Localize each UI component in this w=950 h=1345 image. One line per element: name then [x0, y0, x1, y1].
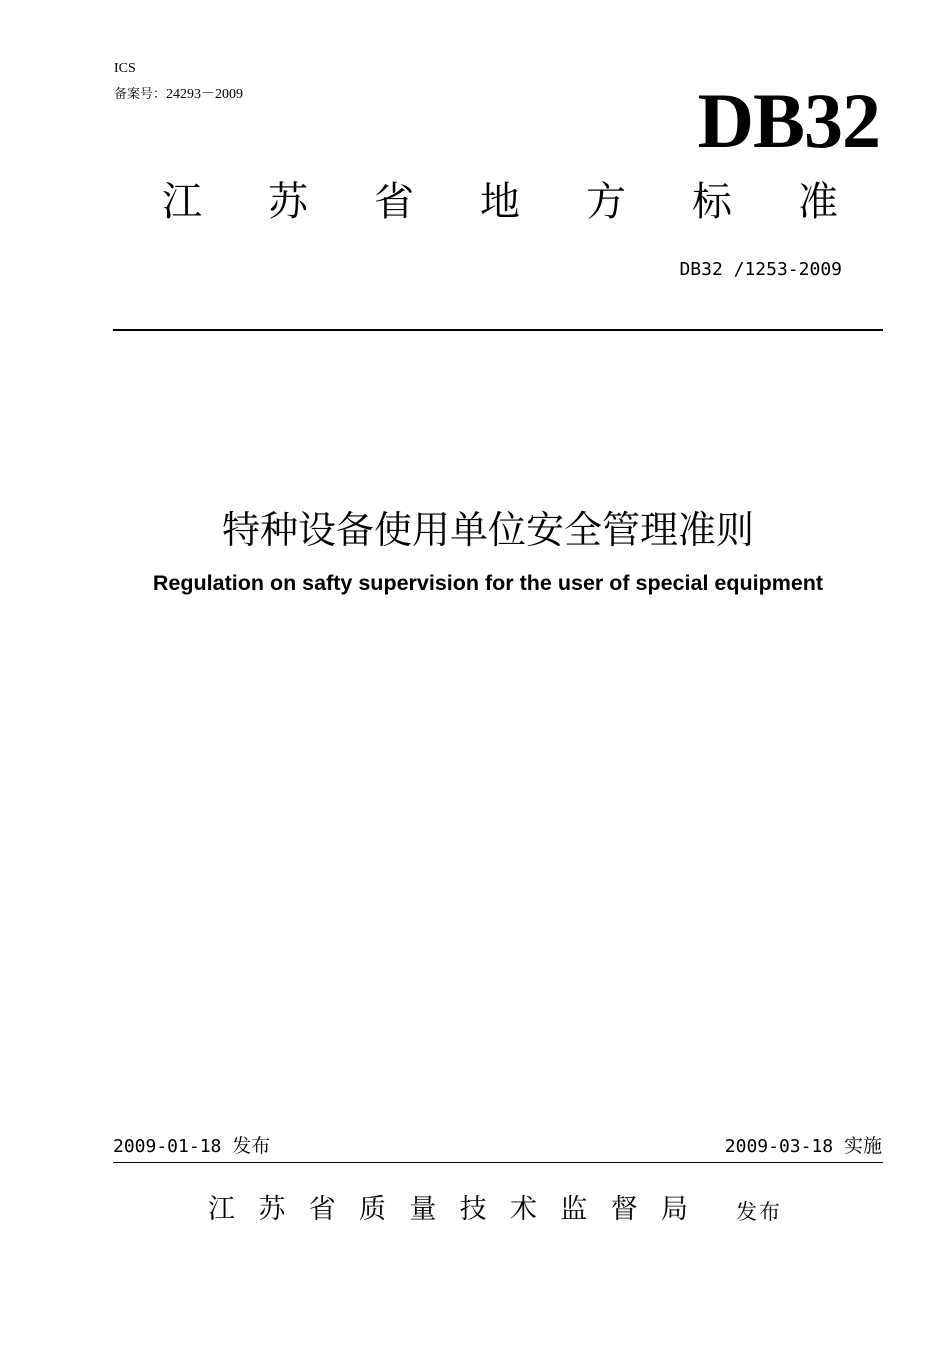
publisher-char: 局: [660, 1194, 688, 1225]
publisher-char: 监: [560, 1194, 588, 1225]
standard-type-title: [162, 174, 838, 230]
document-title-english: Regulation on safty supervision for the user of special equipment: [152, 571, 824, 595]
issue-date-suffix: 发布: [232, 1135, 271, 1157]
publisher-char: 省: [308, 1194, 336, 1225]
standard-number: DB32 /1253-2009: [679, 259, 842, 280]
publisher-char: 量: [409, 1194, 437, 1225]
standard-type-char: 苏: [268, 179, 308, 225]
publisher-char: 苏: [258, 1194, 286, 1225]
standard-code: DB32: [697, 77, 880, 164]
implementation-date-value: 2009-03-18: [724, 1136, 834, 1157]
standard-type-char: 方: [586, 179, 626, 225]
document-title-chinese: 特种设备使用单位安全管理准则: [221, 508, 754, 552]
record-number: [114, 86, 243, 104]
publisher-char: 江: [208, 1194, 235, 1225]
publisher-name: [208, 1188, 688, 1232]
record-value: 24293－2009: [166, 87, 244, 102]
ics-label: ICS: [114, 61, 136, 76]
header-divider: [113, 329, 883, 331]
publisher-suffix: 发布: [736, 1200, 782, 1224]
implementation-date: [725, 1134, 882, 1159]
footer-divider: [113, 1162, 883, 1163]
standard-type-char: 标: [692, 179, 732, 225]
issue-date: [113, 1134, 270, 1159]
issue-date-value: 2009-01-18: [113, 1136, 222, 1157]
publisher-char: 质: [358, 1194, 386, 1225]
standard-type-char: 省: [374, 179, 414, 225]
publisher-char: 技: [459, 1194, 487, 1225]
standard-type-char: 地: [480, 179, 520, 225]
publisher-char: 术: [509, 1194, 537, 1225]
record-label: 备案号：: [114, 87, 167, 102]
implementation-date-suffix: 实施: [843, 1135, 882, 1157]
standard-type-char: 江: [162, 179, 202, 225]
publisher-char: 督: [610, 1194, 638, 1225]
standard-type-char: 准: [798, 179, 838, 225]
